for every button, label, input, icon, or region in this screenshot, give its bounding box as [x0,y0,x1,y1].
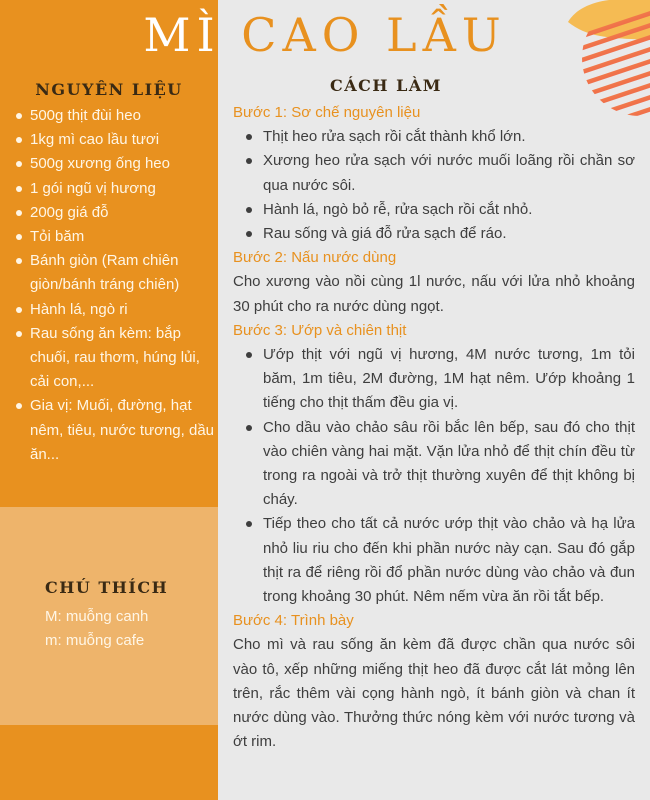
list-item: Hành lá, ngò bỏ rễ, rửa sạch rồi cắt nhỏ. [263,198,635,222]
page-title [0,8,650,62]
ingredients-list [14,104,214,467]
list-item: Gia vị: Muối, đường, hạt nêm, tiêu, nước tương, dầu ăn... [14,394,214,467]
step-3-list [233,343,635,609]
note-line: m: muỗng cafe [45,632,145,649]
step-1-list [233,125,635,246]
list-item: Rau sống ăn kèm: bắp chuối, rau thơm, húng lủi, cải con,... [14,322,214,395]
method-heading: CÁCH LÀM [330,76,442,95]
list-item: Cho dầu vào chảo sâu rồi bắc lên bếp, sau đó cho thịt vào chiên vàng hai mặt. Vặn lửa nhỏ để thịt chín đều từ trong ra ngoài và trở thịt thường xuyên để thịt không bị cháy. [263,416,635,513]
list-item: 1 gói ngũ vị hương [14,177,214,201]
ingredients-heading: NGUYÊN LIỆU [35,80,183,99]
list-item: Thịt heo rửa sạch rồi cắt thành khổ lớn. [263,125,635,149]
method-steps [233,101,635,754]
list-item: Rau sống và giá đỗ rửa sạch để ráo. [263,222,635,246]
list-item: Ướp thịt với ngũ vị hương, 4M nước tương, 1m tỏi băm, 1m tiêu, 2M đường, 1M hạt nêm. Ướp khoảng 1 tiếng cho thịt thấm đều gia vị. [263,343,635,416]
step-1-title: Bước 1: Sơ chế nguyên liệu [233,104,421,121]
list-item: 1kg mì cao lầu tươi [14,128,214,152]
step-3-title: Bước 3: Ướp và chiên thịt [233,321,407,339]
list-item: Hành lá, ngò ri [14,298,214,322]
step-2-text: Cho xương vào nồi cùng 1l nước, nấu với lửa nhỏ khoảng 30 phút cho ra nước dùng ngọt. [233,273,635,315]
list-item: 200g giá đỗ [14,201,214,225]
step-2-title: Bước 2: Nấu nước dùng [233,249,397,267]
list-item: 500g thịt đùi heo [14,104,214,128]
list-item: Tiếp theo cho tất cả nước ướp thịt vào chảo và hạ lửa nhỏ liu riu cho đến khi phần nước này cạn. Sau đó gắp thịt ra để riêng rồi đổ phần nước dùng vào chảo và đun trong khoảng 30 phút. Nêm nếm vừa ăn rồi tắt bếp. [263,512,635,609]
step-4-text: Cho mì và rau sống ăn kèm đã được chần qua nước sôi vào tô, xếp những miếng thịt heo đã được cắt lát mỏng lên trên, rắc thêm vài cọng hành ngò, ít bánh giòn và chan ít nước dùng vào. Thưởng thức nóng kèm với nước tương và ớt rim. [233,636,635,751]
step-4-title: Bước 4: Trình bày [233,612,354,630]
note-line: M: muỗng canh [45,608,149,625]
list-item: 500g xương ống heo [14,152,214,176]
list-item: Tỏi băm [14,225,214,249]
title-part-1: MÌ [143,8,242,62]
title-part-2: CAO LẦU [241,8,507,62]
list-item: Xương heo rửa sạch với nước muối loãng rồi chần sơ qua nước sôi. [263,149,635,197]
notes-heading: CHÚ THÍCH [45,578,169,597]
list-item: Bánh giòn (Ram chiên giòn/bánh tráng chiên) [14,249,214,297]
